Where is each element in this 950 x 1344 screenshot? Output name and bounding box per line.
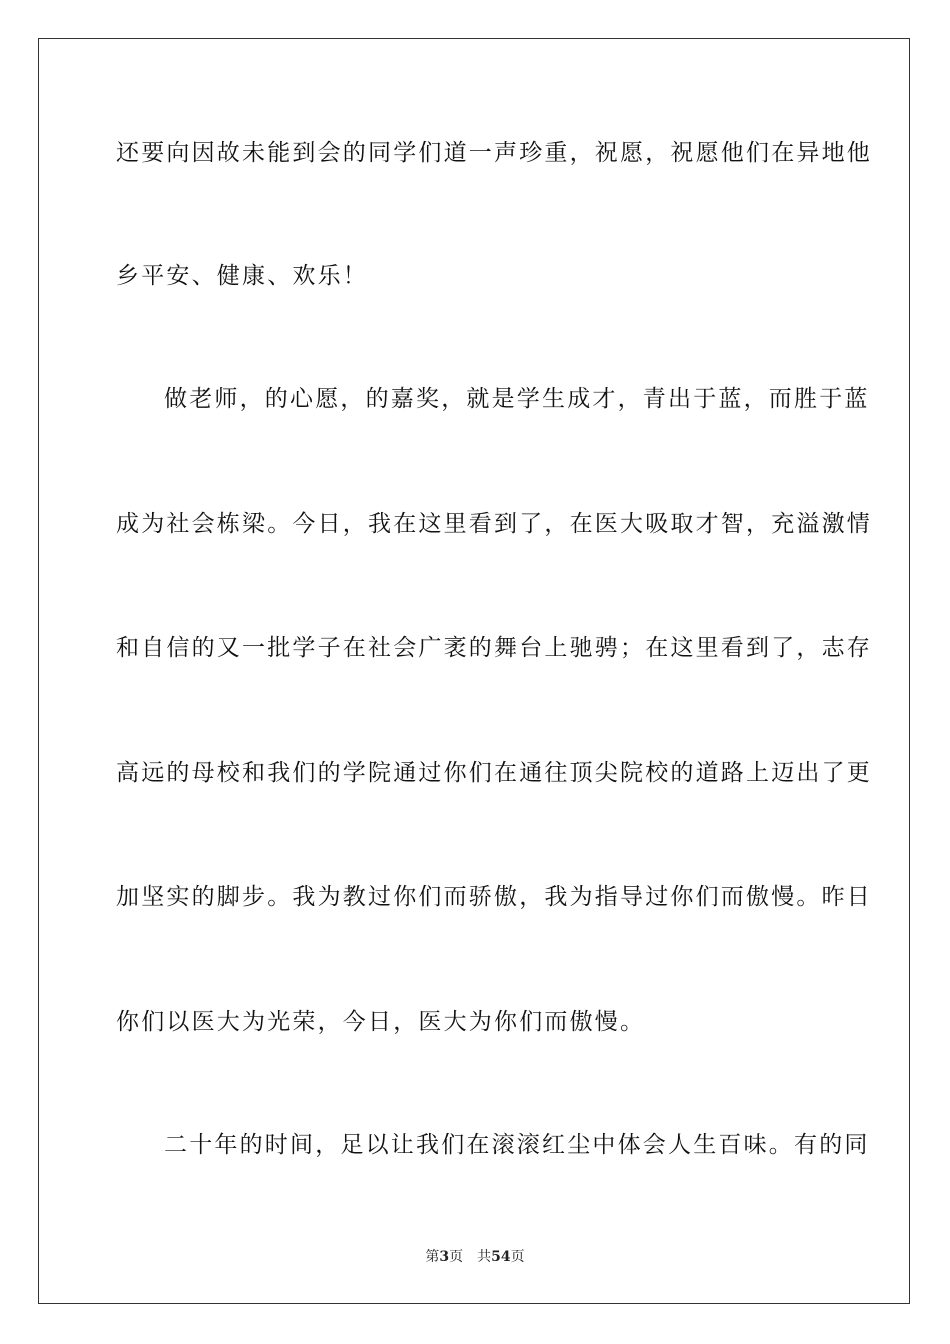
text-line-7: 加坚实的脚步。我为教过你们而骄傲，我为指导过你们而傲慢。昨日 [116,884,872,910]
text-line-1: 还要向因故未能到会的同学们道一声珍重，祝愿，祝愿他们在异地他 [116,140,872,166]
page-footer [0,1247,950,1267]
text-line-2: 乡平安、健康、欢乐！ [116,263,368,289]
text-line-3: 做老师，的心愿，的嘉奖，就是学生成才，青出于蓝，而胜于蓝 [164,386,870,412]
text-line-9: 二十年的时间，足以让我们在滚滚红尘中体会人生百味。有的同 [164,1132,870,1158]
total-suffix: 页 [510,1249,525,1265]
page-prefix: 第 [425,1249,440,1265]
text-line-6: 高远的母校和我们的学院通过你们在通往顶尖院校的道路上迈出了更 [116,760,872,786]
text-line-4: 成为社会栋梁。今日，我在这里看到了，在医大吸取才智，充溢激情 [116,511,872,537]
page-number: 3 [439,1249,450,1265]
page-suffix: 页 [449,1249,464,1265]
total-pages: 54 [491,1249,511,1265]
page-border [38,38,910,1304]
text-line-8: 你们以医大为光荣，今日，医大为你们而傲慢。 [116,1009,646,1035]
text-line-5: 和自信的又一批学子在社会广袤的舞台上驰骋；在这里看到了，志存 [116,635,872,661]
total-prefix: 共 [477,1249,492,1265]
